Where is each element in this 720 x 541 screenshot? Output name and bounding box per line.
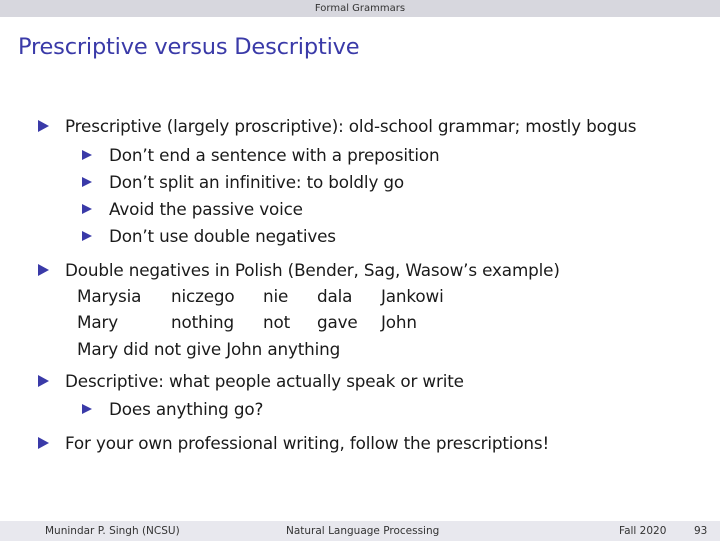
- sub-bullet-item: Don’t split an infinitive: to boldly go: [109, 172, 405, 192]
- bullet-prescriptive: Prescriptive (largely proscriptive): old-school grammar; mostly bogus: [65, 116, 637, 136]
- gloss-word: Mary: [77, 312, 118, 332]
- bullet-descriptive: Descriptive: what people actually speak or write: [65, 371, 464, 391]
- footer-page-number: 93: [694, 525, 708, 537]
- bullet-double-negatives: Double negatives in Polish (Bender, Sag, Wasow’s example): [65, 260, 560, 280]
- sub-bullet-item: Don’t end a sentence with a preposition: [109, 145, 440, 165]
- gloss-row-polish: [77, 285, 444, 307]
- gloss-word: Marysia: [77, 286, 142, 306]
- footer-term: Fall 2020: [619, 525, 667, 537]
- gloss-translation: Mary did not give John anything: [77, 339, 341, 359]
- gloss-word: not: [263, 312, 291, 332]
- sub-bullet-triangle-icon: [82, 231, 92, 241]
- slide-title: Prescriptive versus Descriptive: [18, 34, 360, 60]
- sub-bullet-item: Avoid the passive voice: [109, 199, 303, 219]
- sub-bullet-triangle-icon: [82, 150, 92, 160]
- sub-bullet-item: Don’t use double negatives: [109, 226, 336, 246]
- bullet-triangle-icon: [38, 375, 49, 387]
- section-title: Formal Grammars: [314, 3, 406, 14]
- bullet-triangle-icon: [38, 437, 49, 449]
- gloss-word: John: [381, 312, 417, 332]
- bullet-professional-writing: For your own professional writing, follow the prescriptions!: [65, 433, 550, 453]
- sub-bullet-triangle-icon: [82, 404, 92, 414]
- gloss-word: nothing: [171, 312, 235, 332]
- footer-author: Munindar P. Singh (NCSU): [45, 525, 180, 537]
- gloss-row-english: [77, 311, 417, 333]
- bullet-triangle-icon: [38, 264, 49, 276]
- gloss-word: nie: [263, 286, 289, 306]
- bullet-triangle-icon: [38, 120, 49, 132]
- gloss-word: dala: [317, 286, 353, 306]
- sub-bullet-item: Does anything go?: [109, 399, 264, 419]
- sub-bullet-triangle-icon: [82, 177, 92, 187]
- gloss-word: gave: [317, 312, 358, 332]
- slide-footer: [0, 521, 720, 541]
- sub-bullet-triangle-icon: [82, 204, 92, 214]
- gloss-word: Jankowi: [381, 286, 444, 306]
- gloss-word: niczego: [171, 286, 235, 306]
- footer-course: Natural Language Processing: [286, 525, 440, 537]
